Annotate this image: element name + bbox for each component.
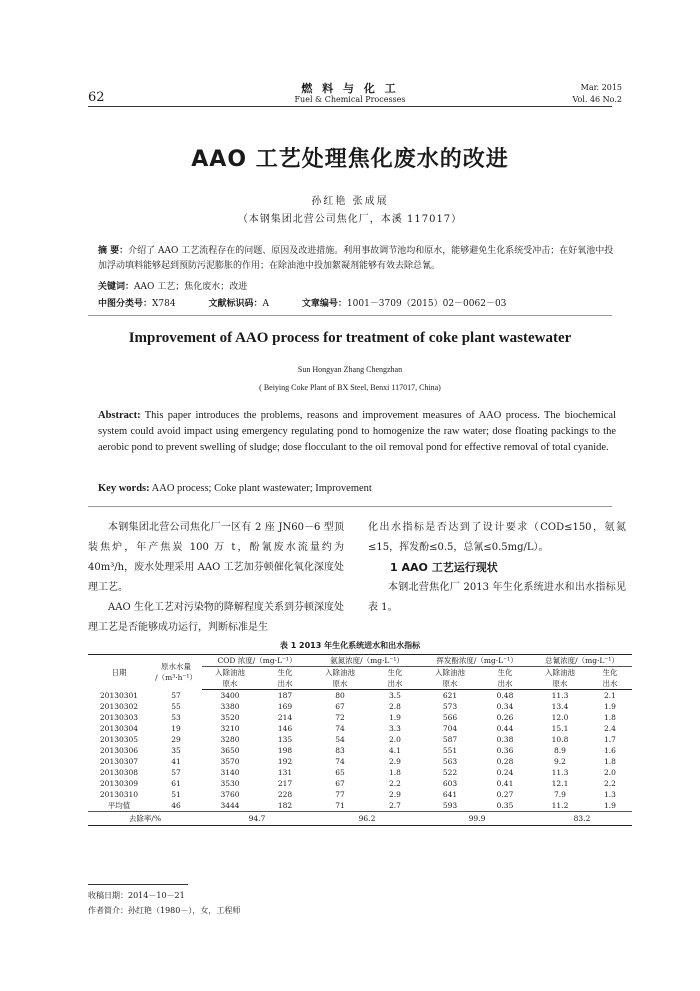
table-cell: 20130306 <box>99 746 139 755</box>
journal-title-cn: 燃 料 与 化 工 <box>301 82 399 95</box>
paper-title-cn: AAO 工艺处理焦化废水的改进 <box>191 147 509 172</box>
table-cell: 65 <box>335 768 345 777</box>
table-cell: 1.9 <box>389 713 401 722</box>
table-cell: 603 <box>442 779 458 788</box>
col-header-flow: 原水水量 /（m³·h⁻¹） <box>150 655 202 690</box>
body-paragraph: 本钢集团北营公司焦化厂一区有 2 座 JN60－6 型顶装焦炉，年产焦炭 100 万 t，酚氰废水流量约为 40m³/h，废水处理采用 AAO 工艺加芬顿催化氧化深度处理工艺。 <box>88 522 344 593</box>
sub-header-in-2: 原水 <box>422 678 478 690</box>
table-cell: 566 <box>442 713 458 722</box>
table-cell: 131 <box>277 768 293 777</box>
doc-code-label: 文献标识码： <box>208 299 263 309</box>
sub-header-out-2: 出水 <box>478 678 532 690</box>
table-cell: 55 <box>171 702 181 711</box>
table-cell: 20130302 <box>99 702 139 711</box>
table-cell: 2.7 <box>368 800 422 812</box>
table-cell: 7.9 <box>554 790 566 799</box>
table-cell: 20130303 <box>99 713 139 722</box>
table-cell: 3400 <box>220 691 240 700</box>
table-cell: 187 <box>277 691 293 700</box>
sub-header-out-2: 出水 <box>258 678 312 690</box>
clc-value: X784 <box>152 299 176 309</box>
table-cell: 1.8 <box>604 713 616 722</box>
table-cell: 0.28 <box>496 757 514 766</box>
col-header-date: 日期 <box>88 655 150 690</box>
table-row <box>88 745 632 756</box>
sub-header-in: 入除油池 <box>435 668 465 677</box>
doc-code-value: A <box>262 299 269 309</box>
table-cell: 15.1 <box>551 724 569 733</box>
table-cell: 1.7 <box>604 735 616 744</box>
table-cell: 0.34 <box>496 702 514 711</box>
average-row <box>88 800 632 812</box>
removal-rate-phenol: 99.9 <box>422 812 532 826</box>
table-row <box>88 701 632 712</box>
table-cell: 53 <box>171 713 181 722</box>
table-cell: 57 <box>171 768 181 777</box>
abstract-en-text: This paper introduces the problems, reasons and improvement measures of AAO process. The biochemical system could avoid impact using emergency regulating pond to homogenize the raw water; dose floating packings to the aerobic pond to prevent swelling of sludge; dose flocculant to the oil removal pond for effective removal of total cyanide. <box>98 410 617 453</box>
table-row <box>88 690 632 702</box>
keywords-cn-label: 关键词： <box>98 282 135 292</box>
authors-cn: 孙红艳 张成展 <box>311 196 389 207</box>
table-cell: 80 <box>335 691 345 700</box>
table-cell: 0.35 <box>478 800 532 812</box>
abstract-en-label: Abstract: <box>98 410 141 421</box>
table-cell: 3530 <box>220 779 240 788</box>
table-cell: 10.8 <box>551 735 569 744</box>
col-group-cod: COD 浓度/（mg·L⁻¹） <box>202 655 312 667</box>
body-paragraph: 化出水指标是否达到了设计要求（COD≤150，氨氮≤15，挥发酚≤0.5，总氰≤0.5mg/L）。 <box>368 522 626 553</box>
keywords-en-text: AAO process; Coke plant wastewater; Improvement <box>151 483 372 494</box>
body-column-left <box>88 518 344 638</box>
table-cell: 551 <box>442 746 458 755</box>
col-group-cyanide: 总氰浓度/（mg·L⁻¹） <box>532 655 632 667</box>
table-row <box>88 712 632 723</box>
table-cell: 3140 <box>220 768 240 777</box>
table-cell: 2.1 <box>604 691 616 700</box>
sub-header-in: 入除油池 <box>545 668 575 677</box>
table-cell: 11.2 <box>532 800 588 812</box>
table-cell: 20130308 <box>99 768 139 777</box>
table-cell: 0.48 <box>496 691 514 700</box>
table-cell: 2.9 <box>389 790 401 799</box>
sub-header-in-2: 原水 <box>202 678 258 690</box>
removal-rate-label: 去除率/% <box>88 812 202 826</box>
table-cell: 217 <box>277 779 293 788</box>
table-cell: 19 <box>171 724 181 733</box>
affiliation-en: ( Beiying Coke Plant of BX Steel, Benxi 117017, China) <box>259 383 441 392</box>
table-cell: 2.2 <box>389 779 401 788</box>
table-cell: 9.2 <box>554 757 566 766</box>
table-cell: 83 <box>335 746 345 755</box>
section-divider <box>88 506 612 507</box>
removal-rate-cyanide: 83.2 <box>532 812 632 826</box>
table-cell: 563 <box>442 757 458 766</box>
table-cell: 587 <box>442 735 458 744</box>
table-cell: 3444 <box>202 800 258 812</box>
header-divider <box>88 106 612 107</box>
table-cell: 3.5 <box>389 691 401 700</box>
sub-header-out: 生化 <box>602 668 618 677</box>
table-cell: 20130307 <box>99 757 139 766</box>
table-cell: 0.41 <box>496 779 514 788</box>
col-group-ammonia: 氨氮浓度/（mg·L⁻¹） <box>312 655 422 667</box>
abstract-en <box>98 408 616 456</box>
table-cell: 214 <box>277 713 293 722</box>
table-cell: 20130310 <box>99 790 139 799</box>
table-cell: 1.8 <box>389 768 401 777</box>
table-cell: 2.9 <box>389 757 401 766</box>
issue-date: Mar. 2015 <box>580 83 622 92</box>
table-cell: 641 <box>442 790 458 799</box>
col-group-phenol: 挥发酚浓度/（mg·L⁻¹） <box>422 655 532 667</box>
page-number: 62 <box>88 90 105 105</box>
table-cell: 72 <box>335 713 345 722</box>
sub-header-out: 生化 <box>497 668 513 677</box>
table-row <box>88 756 632 767</box>
keywords-en <box>98 483 616 494</box>
table-cell: 8.9 <box>554 746 566 755</box>
table-cell: 20130304 <box>99 724 139 733</box>
table-cell: 3650 <box>220 746 240 755</box>
table-cell: 593 <box>422 800 478 812</box>
abstract-cn-label: 摘 要： <box>98 246 129 256</box>
table-cell: 77 <box>335 790 345 799</box>
table-cell: 平均值 <box>88 800 150 812</box>
table-cell: 1.9 <box>588 800 632 812</box>
table-cell: 3570 <box>220 757 240 766</box>
table-cell: 1.3 <box>604 790 616 799</box>
table-cell: 67 <box>335 702 345 711</box>
sub-header-out-2: 出水 <box>588 678 632 690</box>
authors-en: Sun Hongyan Zhang Chengzhan <box>297 365 403 374</box>
paper-title-en: Improvement of AAO process for treatment of coke plant wastewater <box>128 330 572 346</box>
table-cell: 61 <box>171 779 181 788</box>
sub-header-out: 生化 <box>277 668 293 677</box>
table-cell: 0.36 <box>496 746 514 755</box>
table-cell: 29 <box>171 735 181 744</box>
table-cell: 3.3 <box>389 724 401 733</box>
article-number-label: 文章编号： <box>301 299 347 309</box>
table-cell: 67 <box>335 779 345 788</box>
table-cell: 46 <box>150 800 202 812</box>
table-cell: 74 <box>335 757 345 766</box>
table-cell: 522 <box>442 768 458 777</box>
table-cell: 57 <box>171 690 181 700</box>
sub-header-in-2: 原水 <box>532 678 588 690</box>
table-cell: 74 <box>335 724 345 733</box>
table-cell: 228 <box>277 790 293 799</box>
table-cell: 12.0 <box>551 713 569 722</box>
table-cell: 41 <box>171 757 181 766</box>
table-cell: 11.3 <box>551 691 569 700</box>
table-row <box>88 723 632 734</box>
abstract-cn <box>98 244 618 274</box>
affiliation-cn: （本钢集团北营公司焦化厂，本溪 117017） <box>237 214 463 225</box>
table-cell: 573 <box>442 702 458 711</box>
clc-label: 中图分类号： <box>98 299 153 309</box>
table-row <box>88 734 632 745</box>
table-cell: 621 <box>442 691 458 700</box>
table-cell: 35 <box>171 746 181 755</box>
table-cell: 20130309 <box>99 779 139 788</box>
table-cell: 2.0 <box>389 735 401 744</box>
classification-line <box>98 296 618 309</box>
table-cell: 0.26 <box>496 713 514 722</box>
table-cell: 12.1 <box>551 779 569 788</box>
body-column-right <box>368 518 626 618</box>
table-cell: 146 <box>277 724 293 733</box>
footnote-author-bio: 作者简介：孙红艳（1980－），女，工程师 <box>88 906 241 915</box>
table-cell: 2.0 <box>604 768 616 777</box>
table-cell: 0.24 <box>496 768 514 777</box>
table-cell: 11.3 <box>551 768 569 777</box>
footnote-received: 收稿日期：2014－10－21 <box>88 891 185 900</box>
table-cell: 71 <box>312 800 368 812</box>
footnote-divider <box>88 884 188 885</box>
section-heading: 1 AAO 工艺运行现状 <box>390 561 498 574</box>
table-cell: 0.38 <box>496 735 514 744</box>
body-paragraph: 本钢北营焦化厂 2013 年生化系统进水和出水指标见表 1。 <box>368 582 626 613</box>
removal-rate-row <box>88 812 632 826</box>
removal-rate-cod: 94.7 <box>202 812 312 826</box>
table-cell: 169 <box>277 702 293 711</box>
table-row <box>88 767 632 778</box>
table-body <box>88 690 632 812</box>
issue-volume: Vol. 46 No.2 <box>572 95 622 104</box>
table-cell: 51 <box>171 790 181 799</box>
body-paragraph: AAO 生化工艺对污染物的降解程度关系到芬顿深度处理工艺是否能够成功运行，判断标准是生 <box>88 602 344 633</box>
table-cell: 20130305 <box>99 735 139 744</box>
sub-header-out-2: 出水 <box>368 678 422 690</box>
table-cell: 20130301 <box>99 690 139 700</box>
table-cell: 13.4 <box>551 702 569 711</box>
table-row <box>88 789 632 800</box>
sub-header-out: 生化 <box>387 668 403 677</box>
table-cell: 54 <box>335 735 345 744</box>
table-cell: 2.4 <box>604 724 616 733</box>
table-cell: 192 <box>277 757 293 766</box>
table-cell: 3210 <box>220 724 240 733</box>
table-cell: 1.6 <box>604 746 616 755</box>
keywords-en-label: Key words: <box>98 483 150 494</box>
table-cell: 4.1 <box>389 746 401 755</box>
abstract-cn-text: 介绍了 AAO 工艺流程存在的问题、原因及改进措施。利用事故调节池均和原水，能够避免生化系统受冲击；在好氧池中投加浮动填料能够起到预防污泥膨胀的作用；在除油池中投加絮凝剂能够有效去除总氰。 <box>98 246 614 271</box>
table-cell: 198 <box>277 746 293 755</box>
removal-rate-ammonia: 96.2 <box>312 812 422 826</box>
keywords-cn-text: AAO 工艺；焦化废水；改进 <box>134 282 248 292</box>
table-cell: 2.2 <box>604 779 616 788</box>
table-cell: 1.9 <box>604 702 616 711</box>
section-divider <box>88 315 612 316</box>
table-cell: 0.27 <box>496 790 514 799</box>
table-cell: 3760 <box>220 790 240 799</box>
article-number-value: 1001－3709（2015）02－0062－03 <box>346 299 507 309</box>
table-cell: 3280 <box>220 735 240 744</box>
table-cell: 0.44 <box>496 724 514 733</box>
data-table <box>88 654 632 826</box>
table-cell: 135 <box>277 735 293 744</box>
table-cell: 182 <box>258 800 312 812</box>
keywords-cn <box>98 279 618 292</box>
table-cell: 3520 <box>220 713 240 722</box>
table-cell: 704 <box>442 724 458 733</box>
table-cell: 2.8 <box>389 702 401 711</box>
sub-header-in: 入除油池 <box>215 668 245 677</box>
journal-title-en: Fuel & Chemical Processes <box>294 95 406 104</box>
sub-header-in-2: 原水 <box>312 678 368 690</box>
sub-header-in: 入除油池 <box>325 668 355 677</box>
table-row <box>88 778 632 789</box>
table-caption: 表 1 2013 年生化系统进水和出水指标 <box>279 641 421 650</box>
table-cell: 1.8 <box>604 757 616 766</box>
table-cell: 3380 <box>220 702 240 711</box>
